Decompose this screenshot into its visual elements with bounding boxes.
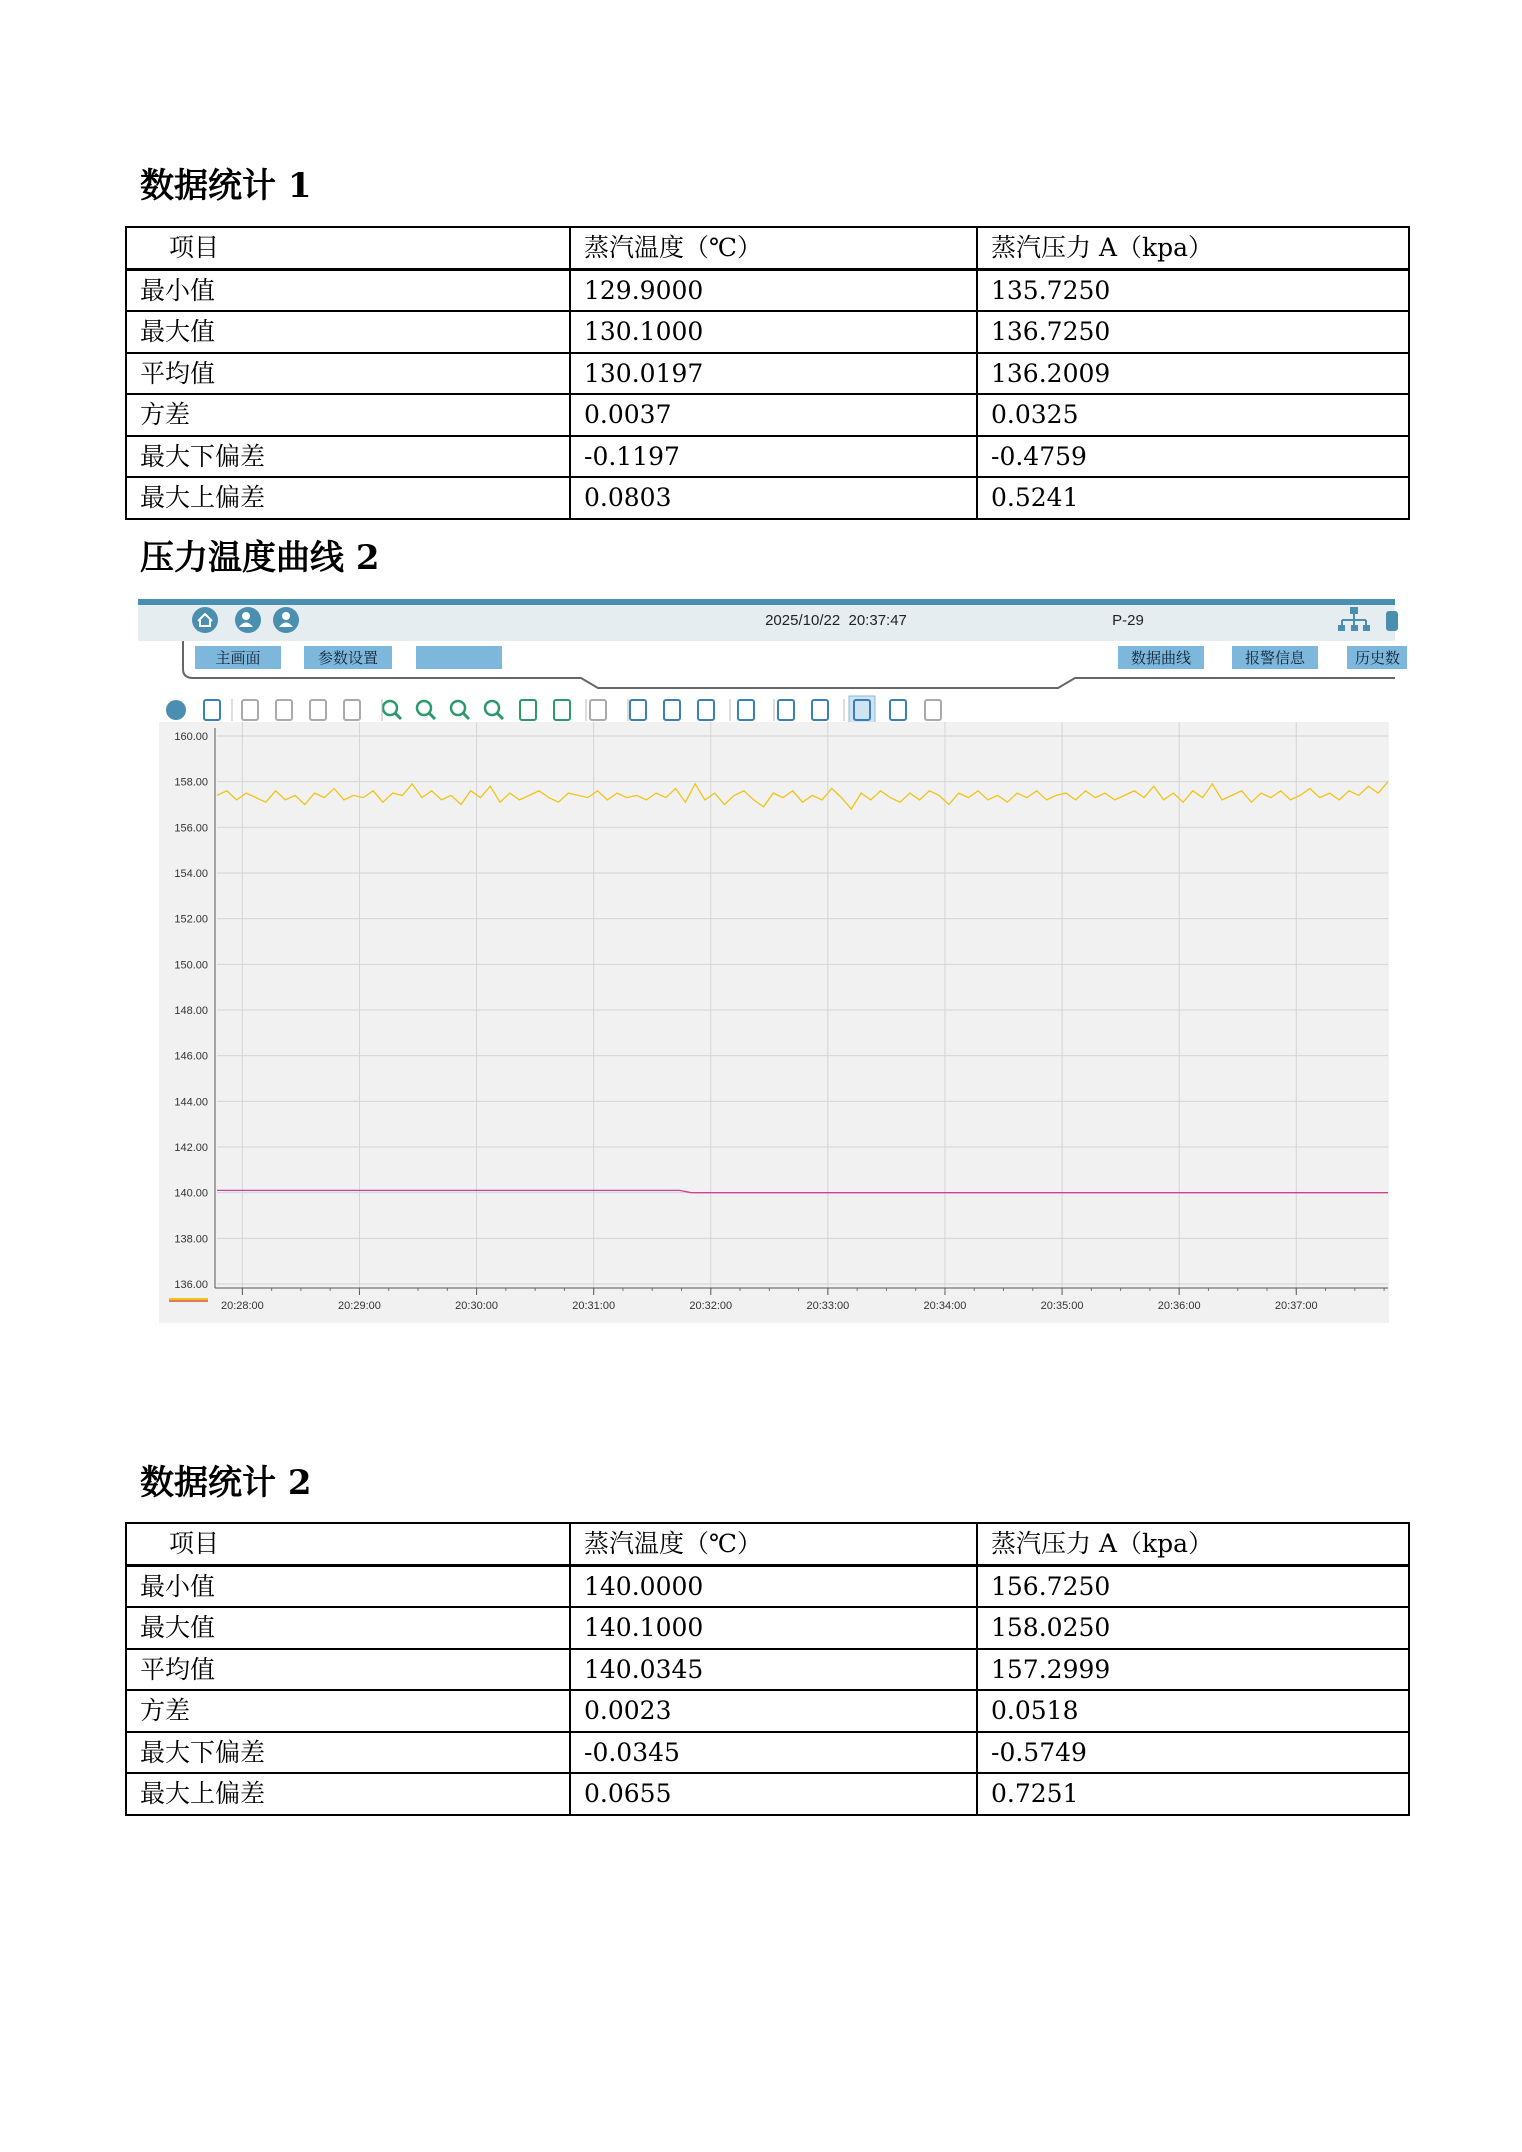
columns-icon[interactable] xyxy=(630,700,646,720)
table-row xyxy=(126,311,1409,353)
y-tick-label: 160.00 xyxy=(174,731,208,743)
first-icon[interactable] xyxy=(242,700,258,720)
cell-value: 140.0345 xyxy=(570,1649,977,1691)
cell-value: 156.7250 xyxy=(977,1565,1409,1607)
tab-right-1[interactable] xyxy=(1232,646,1318,669)
row-label: 最大值 xyxy=(126,311,570,353)
y-tick-label: 142.00 xyxy=(174,1142,208,1154)
one-to-one-icon[interactable] xyxy=(590,700,606,720)
table-header-row xyxy=(126,227,1409,269)
cell-value: 136.2009 xyxy=(977,353,1409,395)
x-tick-label: 20:37:00 xyxy=(1274,1300,1318,1312)
page-id-label: P-29 xyxy=(1112,612,1144,629)
cell-value: 135.7250 xyxy=(977,269,1409,311)
top-accent-bar xyxy=(138,599,1395,605)
user-button[interactable] xyxy=(273,607,299,633)
tab-left-2[interactable] xyxy=(416,646,502,669)
cell-value: 136.7250 xyxy=(977,311,1409,353)
pause-icon[interactable] xyxy=(738,700,754,720)
header-cell: 蒸汽压力 A（kpa） xyxy=(977,227,1409,269)
table-header-row xyxy=(126,1523,1409,1565)
next-icon[interactable] xyxy=(310,700,326,720)
section-title-curve: 压力温度曲线 2 xyxy=(140,538,380,578)
cell-value: 0.0803 xyxy=(570,477,977,519)
table-row xyxy=(126,1649,1409,1691)
y-tick-label: 154.00 xyxy=(174,868,208,880)
table-row xyxy=(126,1607,1409,1649)
tab-label: 历史数 xyxy=(1355,650,1401,667)
cell-value: -0.1197 xyxy=(570,436,977,478)
cursor-icon[interactable] xyxy=(849,696,875,724)
ruler-icon[interactable] xyxy=(890,700,906,720)
cell-value: 0.0655 xyxy=(570,1773,977,1815)
print-icon[interactable] xyxy=(778,700,794,720)
row-label: 最大值 xyxy=(126,1607,570,1649)
row-label: 最大上偏差 xyxy=(126,477,570,519)
y-tick-label: 144.00 xyxy=(174,1096,208,1109)
hmi-trend-screenshot xyxy=(138,599,1401,1323)
cell-value: 140.0000 xyxy=(570,1565,977,1607)
table-row xyxy=(126,436,1409,478)
x-tick-label: 20:28:00 xyxy=(220,1300,264,1312)
cell-value: 0.5241 xyxy=(977,477,1409,519)
row-label: 方差 xyxy=(126,1690,570,1732)
row-label: 最小值 xyxy=(126,1565,570,1607)
y-tick-label: 146.00 xyxy=(174,1050,208,1063)
stats-table-2 xyxy=(125,1522,1410,1816)
prev-icon[interactable] xyxy=(276,700,292,720)
x-tick-label: 20:29:00 xyxy=(338,1300,381,1312)
row-label: 方差 xyxy=(126,394,570,436)
cell-value: -0.4759 xyxy=(977,436,1409,478)
trend-chart xyxy=(138,599,1401,1323)
table-row xyxy=(126,477,1409,519)
tab-left-1[interactable] xyxy=(304,646,392,669)
trend-icon[interactable] xyxy=(664,700,680,720)
cell-value: 0.0023 xyxy=(570,1690,977,1732)
x-tick-label: 20:31:00 xyxy=(572,1300,616,1312)
header-cell: 蒸汽温度（℃） xyxy=(570,1523,977,1565)
y-tick-label: 136.00 xyxy=(174,1279,208,1291)
cell-value: 140.1000 xyxy=(570,1607,977,1649)
fx-icon[interactable] xyxy=(925,700,941,720)
row-label: 最小值 xyxy=(126,269,570,311)
table-row xyxy=(126,394,1409,436)
side-panel-icon[interactable] xyxy=(1386,611,1398,631)
plot-background xyxy=(159,722,1389,1323)
cell-value: 158.0250 xyxy=(977,1607,1409,1649)
header-cell: 项目 xyxy=(126,1523,570,1565)
cell-value: 130.1000 xyxy=(570,311,977,353)
x-tick-label: 20:35:00 xyxy=(1040,1300,1084,1312)
x-tick-label: 20:34:00 xyxy=(923,1300,967,1312)
table-row xyxy=(126,1732,1409,1774)
tab-label: 数据曲线 xyxy=(1130,650,1192,667)
row-label: 最大下偏差 xyxy=(126,1732,570,1774)
y-tick-label: 150.00 xyxy=(174,959,208,972)
zoom-y-icon[interactable] xyxy=(485,701,503,719)
cell-value: -0.0345 xyxy=(570,1732,977,1774)
user-switch-button[interactable] xyxy=(235,607,261,633)
cell-value: -0.5749 xyxy=(977,1732,1409,1774)
cell-value: 0.7251 xyxy=(977,1773,1409,1815)
tab-label: 报警信息 xyxy=(1244,650,1306,667)
tab-left-0[interactable] xyxy=(195,646,281,669)
stats-table-1 xyxy=(125,226,1410,520)
y-tick-label: 138.00 xyxy=(174,1233,208,1246)
cell-value: 0.0037 xyxy=(570,394,977,436)
home-button[interactable] xyxy=(192,607,218,633)
row-label: 平均值 xyxy=(126,1649,570,1691)
zoom-out-icon[interactable] xyxy=(451,701,469,719)
header-cell: 项目 xyxy=(126,227,570,269)
y-tick-label: 158.00 xyxy=(174,776,208,789)
zoom-in-icon[interactable] xyxy=(417,701,435,719)
y-tick-label: 152.00 xyxy=(174,913,208,926)
x-tick-label: 20:33:00 xyxy=(806,1300,850,1312)
section-title-stats-1: 数据统计 1 xyxy=(140,166,312,206)
export-icon[interactable] xyxy=(204,700,220,720)
y-tick-label: 140.00 xyxy=(174,1187,208,1200)
cell-value: 157.2999 xyxy=(977,1649,1409,1691)
row-label: 最大上偏差 xyxy=(126,1773,570,1815)
datetime-label: 2025/10/22 20:37:47 xyxy=(765,612,907,629)
table-row xyxy=(126,269,1409,311)
cell-value: 129.9000 xyxy=(570,269,977,311)
cell-value: 0.0325 xyxy=(977,394,1409,436)
section-title-stats-2: 数据统计 2 xyxy=(140,1463,312,1503)
x-tick-label: 20:30:00 xyxy=(455,1300,498,1312)
tab-right-0[interactable] xyxy=(1118,646,1204,669)
chart-export-icon[interactable] xyxy=(812,700,828,720)
tab-label: 主画面 xyxy=(215,650,261,667)
timer-icon[interactable] xyxy=(698,700,714,720)
help-icon[interactable] xyxy=(166,700,186,720)
scale-icon[interactable] xyxy=(554,700,570,720)
x-tick-label: 20:36:00 xyxy=(1157,1300,1201,1312)
tab-label: 参数设置 xyxy=(317,650,379,667)
table-row xyxy=(126,353,1409,395)
tab-right-2[interactable] xyxy=(1347,646,1407,669)
row-label: 最大下偏差 xyxy=(126,436,570,478)
last-icon[interactable] xyxy=(344,700,360,720)
cell-value: 0.0518 xyxy=(977,1690,1409,1732)
table-row xyxy=(126,1773,1409,1815)
header-cell: 蒸汽压力 A（kpa） xyxy=(977,1523,1409,1565)
y-tick-label: 148.00 xyxy=(174,1005,208,1017)
cell-value: 130.0197 xyxy=(570,353,977,395)
x-tick-label: 20:32:00 xyxy=(689,1300,733,1312)
table-row xyxy=(126,1690,1409,1732)
row-label: 平均值 xyxy=(126,353,570,395)
pan-icon[interactable] xyxy=(520,700,536,720)
table-row xyxy=(126,1565,1409,1607)
header-cell: 蒸汽温度（℃） xyxy=(570,227,977,269)
zoom-icon[interactable] xyxy=(383,701,401,719)
y-tick-label: 156.00 xyxy=(174,822,208,835)
